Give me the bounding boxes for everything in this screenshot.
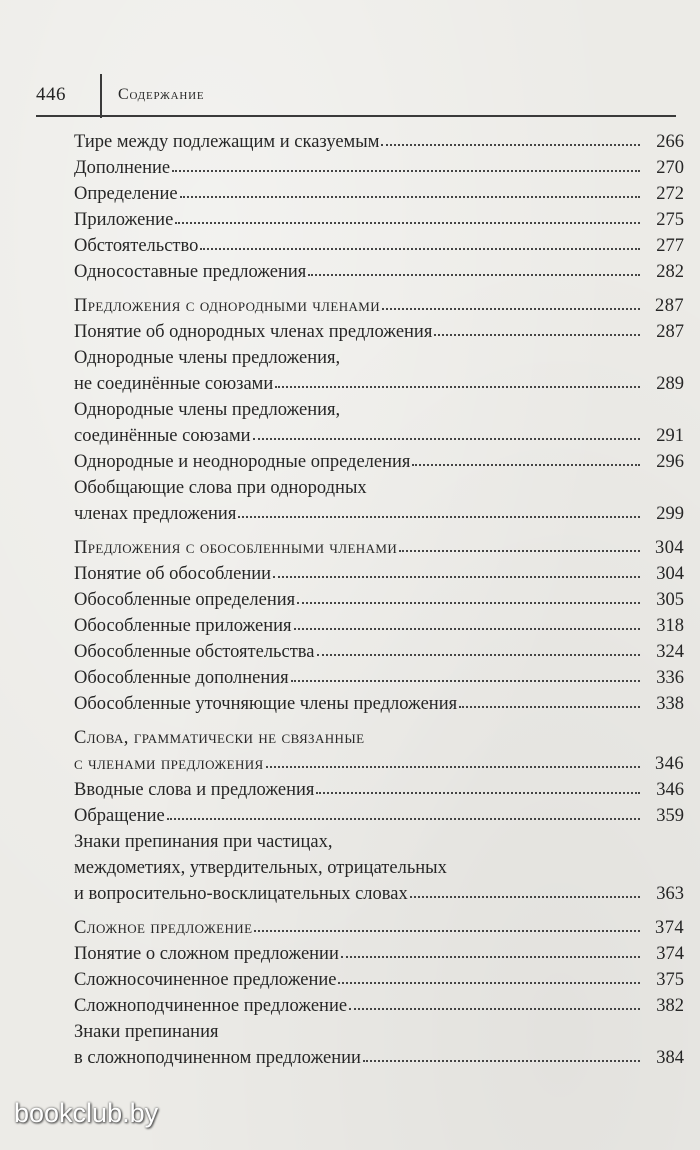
dot-leader bbox=[167, 810, 640, 820]
toc-page-number: 359 bbox=[656, 806, 684, 826]
toc-entry[interactable] bbox=[74, 371, 684, 397]
toc-entry[interactable] bbox=[74, 803, 684, 829]
toc-entry-title: Предложения с обособленными членами bbox=[74, 538, 398, 558]
toc-page-number: 324 bbox=[656, 642, 684, 662]
toc-entry-title: Обращение bbox=[74, 806, 165, 826]
toc-entry-title: Обособленные определения bbox=[74, 590, 296, 610]
toc-page-number: 299 bbox=[656, 504, 684, 524]
toc-entry-line: Однородные члены предложения, bbox=[74, 400, 341, 420]
toc-page-number: 282 bbox=[656, 262, 684, 282]
dot-leader bbox=[381, 136, 640, 146]
toc-entry-title: Сложноподчиненное предложение bbox=[74, 996, 348, 1016]
dot-leader bbox=[175, 214, 640, 224]
dot-leader bbox=[266, 758, 640, 768]
toc-page-number: 270 bbox=[656, 158, 684, 178]
dot-leader bbox=[308, 266, 640, 276]
toc-page-number: 374 bbox=[656, 944, 684, 964]
dot-leader bbox=[349, 1000, 640, 1010]
toc-entry-title: Дополнение bbox=[74, 158, 171, 178]
toc-page-number: 336 bbox=[656, 668, 684, 688]
dot-leader bbox=[200, 240, 640, 250]
toc-entry-title: Понятие об обособлении bbox=[74, 564, 272, 584]
toc-page-number: 304 bbox=[655, 538, 684, 558]
toc-entry[interactable] bbox=[74, 233, 684, 259]
section-gap bbox=[74, 717, 684, 725]
toc-page-number: 382 bbox=[656, 996, 684, 1016]
dot-leader bbox=[338, 974, 640, 984]
toc-entry-title: Тире между подлежащим и сказуемым bbox=[74, 132, 380, 152]
toc-page-number: 287 bbox=[656, 322, 684, 342]
dot-leader bbox=[341, 948, 640, 958]
toc-entry[interactable] bbox=[74, 665, 684, 691]
toc-entry-line: Знаки препинания при частицах, bbox=[74, 832, 333, 852]
toc-page-number: 291 bbox=[656, 426, 684, 446]
toc-entry[interactable] bbox=[74, 207, 684, 233]
toc-section[interactable] bbox=[74, 751, 684, 777]
toc-section[interactable] bbox=[74, 293, 684, 319]
toc-section[interactable] bbox=[74, 535, 684, 561]
toc-entry-title: Обстоятельство bbox=[74, 236, 199, 256]
toc-entry-title: Обособленные обстоятельства bbox=[74, 642, 315, 662]
dot-leader bbox=[459, 698, 640, 708]
table-of-contents bbox=[74, 129, 684, 1071]
toc-entry-title: Понятие об однородных членах предложения bbox=[74, 322, 433, 342]
toc-page-number: 318 bbox=[656, 616, 684, 636]
toc-page-number: 363 bbox=[656, 884, 684, 904]
toc-page-number: 346 bbox=[655, 754, 684, 774]
toc-page-number: 304 bbox=[656, 564, 684, 584]
running-title: Содержание bbox=[118, 86, 205, 103]
dot-leader bbox=[273, 568, 640, 578]
toc-entry-title: Обособленные уточняющие члены предложения bbox=[74, 694, 458, 714]
toc-entry-title: с членами предложения bbox=[74, 754, 264, 774]
dot-leader bbox=[317, 646, 641, 656]
dot-leader bbox=[297, 594, 640, 604]
toc-page-number: 338 bbox=[656, 694, 684, 714]
toc-entry-title: Сложносочиненное предложение bbox=[74, 970, 337, 990]
dot-leader bbox=[172, 162, 640, 172]
toc-page-number: 275 bbox=[656, 210, 684, 230]
toc-entry-title: Сложное предложение bbox=[74, 918, 253, 938]
toc-entry[interactable] bbox=[74, 1045, 684, 1071]
dot-leader bbox=[316, 784, 640, 794]
toc-entry-title: Обособленные дополнения bbox=[74, 668, 289, 688]
toc-entry[interactable] bbox=[74, 129, 684, 155]
dot-leader bbox=[412, 456, 640, 466]
header-divider bbox=[100, 74, 102, 118]
dot-leader bbox=[399, 542, 640, 552]
toc-page-number: 296 bbox=[656, 452, 684, 472]
toc-entry[interactable] bbox=[74, 941, 684, 967]
dot-leader bbox=[291, 672, 640, 682]
dot-leader bbox=[294, 620, 640, 630]
watermark: bookclub.by bbox=[14, 1098, 159, 1128]
toc-entry[interactable] bbox=[74, 993, 684, 1019]
toc-entry[interactable] bbox=[74, 423, 684, 449]
toc-entry[interactable] bbox=[74, 639, 684, 665]
toc-entry-line: Однородные члены предложения, bbox=[74, 348, 341, 368]
toc-entry-line: Знаки препинания bbox=[74, 1022, 219, 1042]
dot-leader bbox=[410, 888, 640, 898]
dot-leader bbox=[238, 508, 640, 518]
section-gap bbox=[74, 285, 684, 293]
toc-entry[interactable] bbox=[74, 259, 684, 285]
toc-section-line: Слова, грамматически не связанные bbox=[74, 728, 365, 748]
toc-entry-title: Понятие о сложном предложении bbox=[74, 944, 339, 964]
dot-leader bbox=[363, 1052, 640, 1062]
dot-leader bbox=[434, 326, 640, 336]
dot-leader bbox=[254, 922, 640, 932]
dot-leader bbox=[382, 300, 640, 310]
header-rule bbox=[36, 115, 676, 117]
toc-entry[interactable] bbox=[74, 181, 684, 207]
toc-section[interactable] bbox=[74, 915, 684, 941]
page-number: 446 bbox=[36, 84, 66, 105]
toc-page-number: 289 bbox=[656, 374, 684, 394]
toc-entry[interactable] bbox=[74, 587, 684, 613]
toc-page-number: 346 bbox=[656, 780, 684, 800]
toc-entry[interactable] bbox=[74, 449, 684, 475]
dot-leader bbox=[180, 188, 640, 198]
toc-page-number: 375 bbox=[656, 970, 684, 990]
toc-entry[interactable] bbox=[74, 967, 684, 993]
toc-entry-title: Предложения с однородными членами bbox=[74, 296, 381, 316]
toc-entry-title: Приложение bbox=[74, 210, 174, 230]
toc-entry-title: и вопросительно-восклицательных словах bbox=[74, 884, 408, 904]
toc-page-number: 287 bbox=[655, 296, 684, 316]
dot-leader bbox=[253, 430, 640, 440]
toc-entry-title: Однородные и неоднородные определения bbox=[74, 452, 411, 472]
toc-page-number: 266 bbox=[656, 132, 684, 152]
page-header bbox=[36, 74, 676, 116]
toc-page-number: 374 bbox=[655, 918, 684, 938]
toc-page-number: 272 bbox=[656, 184, 684, 204]
toc-entry[interactable] bbox=[74, 501, 684, 527]
toc-entry[interactable] bbox=[74, 881, 684, 907]
dot-leader bbox=[275, 378, 640, 388]
toc-entry[interactable] bbox=[74, 691, 684, 717]
toc-entry-title: не соединённые союзами bbox=[74, 374, 274, 394]
toc-page-number: 305 bbox=[656, 590, 684, 610]
section-gap bbox=[74, 527, 684, 535]
section-gap bbox=[74, 907, 684, 915]
toc-entry[interactable] bbox=[74, 613, 684, 639]
toc-entry[interactable] bbox=[74, 777, 684, 803]
toc-entry-line: Обобщающие слова при однородных bbox=[74, 478, 367, 498]
toc-entry-title: членах предложения bbox=[74, 504, 237, 524]
toc-entry-title: Односоставные предложения bbox=[74, 262, 307, 282]
toc-entry-title: соединённые союзами bbox=[74, 426, 251, 446]
toc-entry-title: Определение bbox=[74, 184, 178, 204]
toc-entry-title: Обособленные приложения bbox=[74, 616, 292, 636]
toc-entry[interactable] bbox=[74, 561, 684, 587]
toc-entry[interactable] bbox=[74, 319, 684, 345]
toc-page-number: 384 bbox=[656, 1048, 684, 1068]
toc-page-number: 277 bbox=[656, 236, 684, 256]
toc-entry[interactable] bbox=[74, 155, 684, 181]
toc-entry-title: Вводные слова и предложения bbox=[74, 780, 315, 800]
toc-entry-title: в сложноподчиненном предложении bbox=[74, 1048, 361, 1068]
toc-entry-line: междометиях, утвердительных, отрицательных bbox=[74, 858, 447, 878]
